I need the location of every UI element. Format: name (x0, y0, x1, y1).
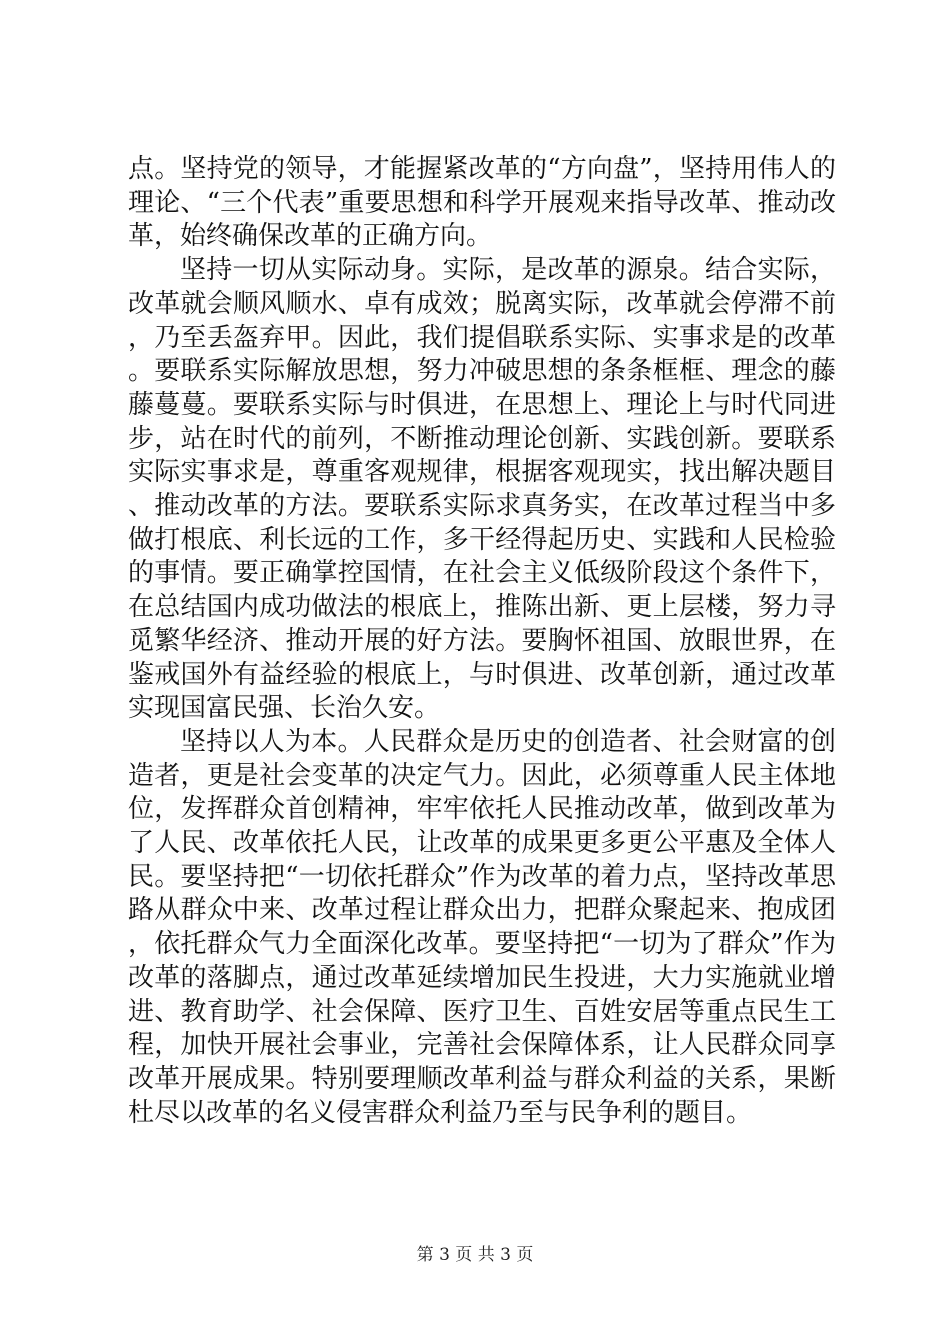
paragraph-3: 坚持以人为本。人民群众是历史的创造者、社会财富的创造者，更是社会变革的决定气力。因此，必须尊重人民主体地位，发挥群众首创精神，牢牢依托人民推动改革，做到改革为了人民、改革依托人民，让改革的成果更多更公平惠及全体人民。要坚持把“一切依托群众”作为改革的着力点，坚持改革思路从群众中来、改革过程让群众出力，把群众聚起来、抱成团，依托群众气力全面深化改革。要坚持把“一切为了群众”作为改革的落脚点，通过改革延续增加民生投进，大力实施就业增进、教育助学、社会保障、医疗卫生、百姓安居等重点民生工程，加快开展社会事业，完善社会保障体系，让人民群众同享改革开展成果。特别要理顺改革利益与群众利益的关系，果断杜尽以改革的名义侵害群众利益乃至与民争利的题目。 (128, 726, 836, 1128)
body-text (128, 153, 836, 1130)
page-footer: 第 3 页 共 3 页 (416, 1245, 534, 1265)
paragraph-1: 点。坚持党的领导，才能握紧改革的“方向盘”，坚持用伟人的理论、“三个代表”重要思想和科学开展观来指导改革、推动改革，始终确保改革的正确方向。 (128, 154, 836, 252)
paragraph-2: 坚持一切从实际动身。实际，是改革的源泉。结合实际，改革就会顺风顺水、卓有成效；脱离实际，改革就会停滞不前，乃至丢盔弃甲。因此，我们提倡联系实际、实事求是的改革。要联系实际解放思想，努力冲破思想的条条框框、理念的藤藤蔓蔓。要联系实际与时俱进，在思想上、理论上与时代同进步，站在时代的前列，不断推动理论创新、实践创新。要联系实际实事求是，尊重客观规律，根据客观现实，找出解决题目、推动改革的方法。要联系实际求真务实，在改革过程当中多做打根底、利长远的工作，多干经得起历史、实践和人民检验的事情。要正确掌控国情，在社会主义低级阶段这个条件下，在总结国内成功做法的根底上，推陈出新、更上层楼，努力寻觅繁华经济、推动开展的好方法。要胸怀祖国、放眼世界，在鉴戒国外有益经验的根底上，与时俱进、改革创新，通过改革实现国富民强、长治久安。 (128, 255, 836, 724)
